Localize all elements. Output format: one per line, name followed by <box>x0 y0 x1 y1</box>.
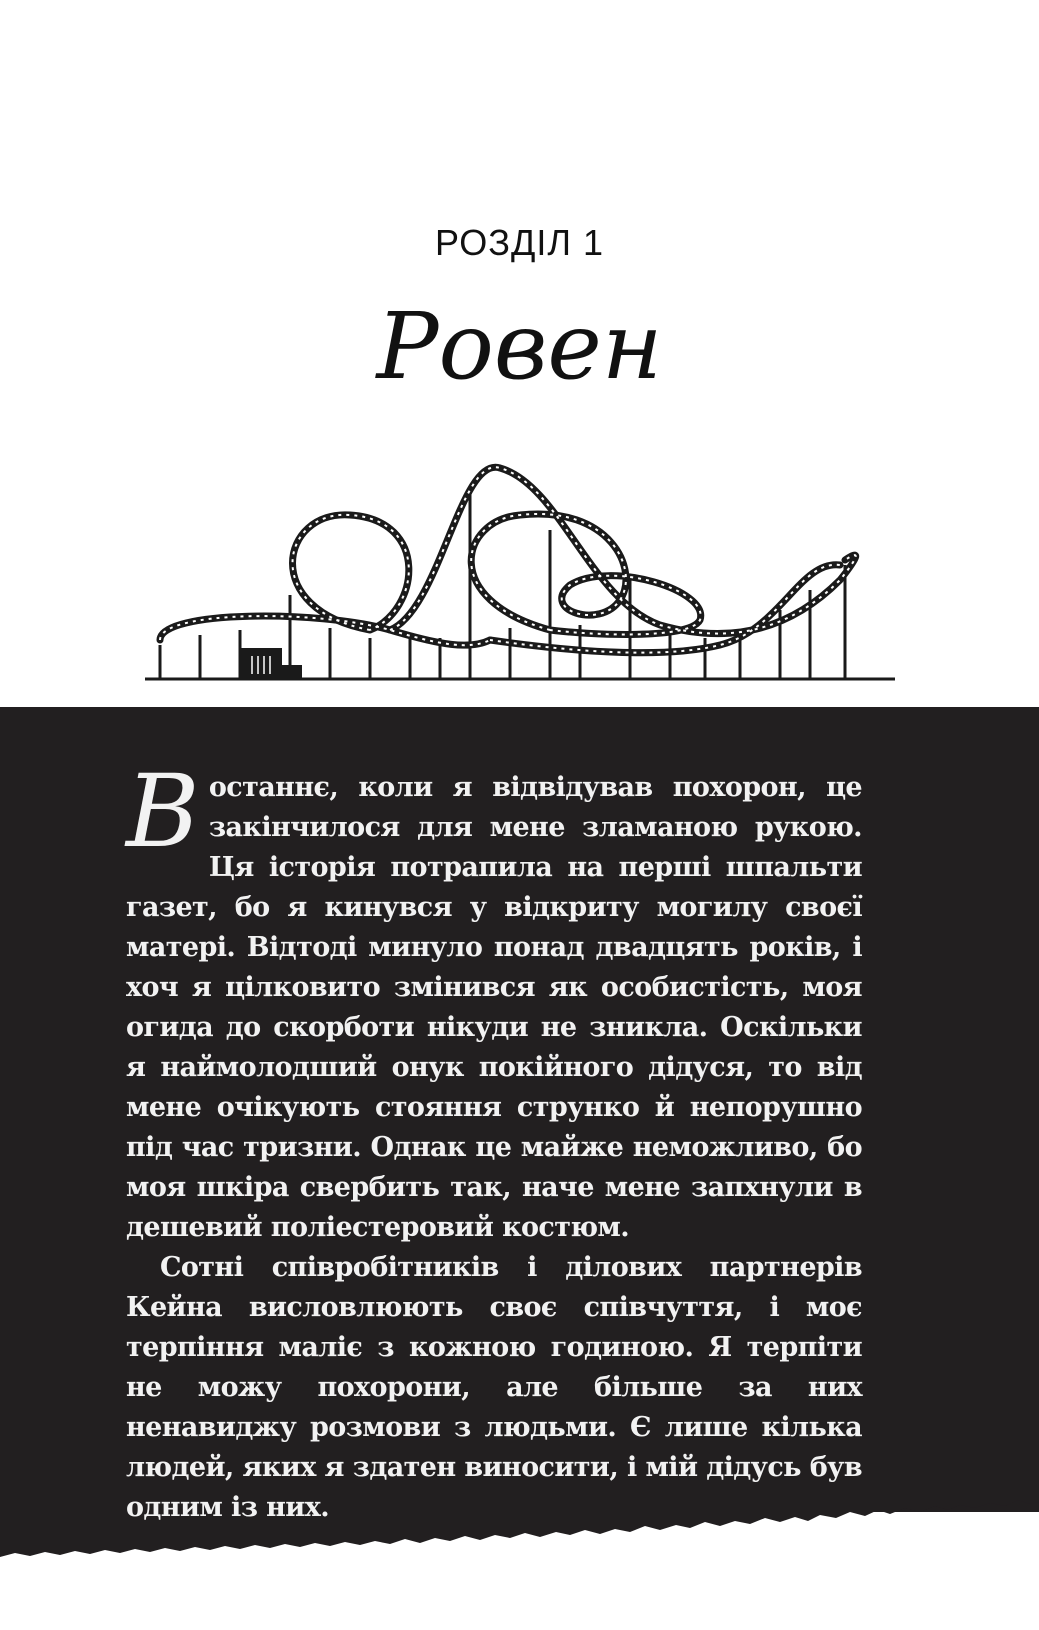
paragraph-2: Сотні співробітників і ділових партнерів Кейна висловлюють своє співчуття, і моє терпіння маліє з кожною годиною. Я терпіти не можу похорони, але більше за них ненавиджу розмови з людьми. Є лише кілька людей, яких я здатен виносити, і мій дідусь був одним із них. <box>126 1252 862 1523</box>
chapter-label: РОЗДІЛ 1 <box>435 222 604 263</box>
paragraph-1-text: останнє, коли я відвідував похорон, це закінчилося для мене зламаною рукою. Ця історія потрапила на перші шпальти газет, бо я кинувся у відкриту могилу своєї матері. Відтоді минуло понад двадцять років, і хоч я цілковито змінився як особистість, моя огида до скорботи нікуди не зникла. Оскільки я наймолодший онук покійного дідуся, то від мене очікують стояння струнко й непорушно під час тризни. Однак це майже неможливо, бо моя шкіра свербить так, наче мене запхнули в дешевий поліестеровий костюм. <box>126 772 862 1243</box>
roller-coaster-icon <box>140 460 900 710</box>
paragraph-1 <box>126 753 862 1248</box>
drop-cap: В <box>126 753 199 870</box>
chapter-text <box>126 753 862 1528</box>
chapter-title: Ровен <box>376 293 663 400</box>
